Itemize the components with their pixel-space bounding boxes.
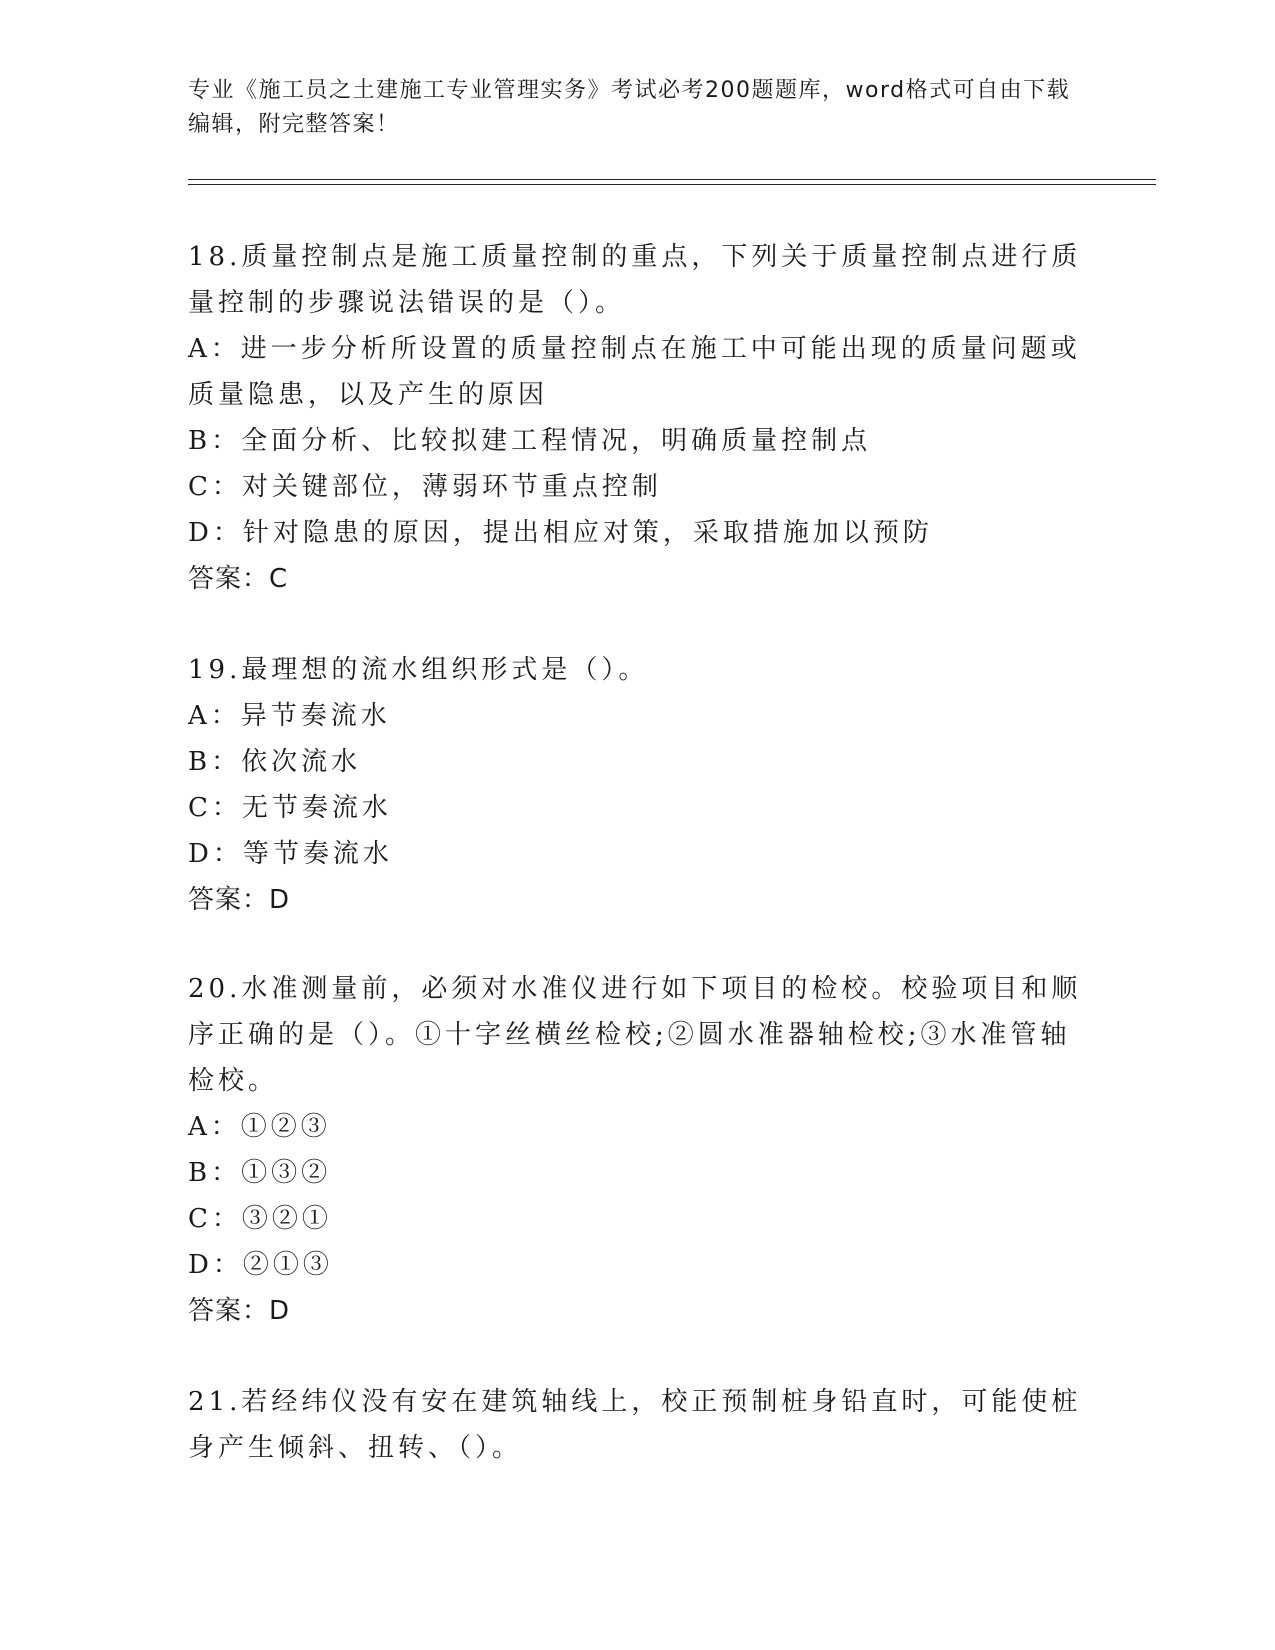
header-divider-bottom — [188, 184, 1156, 185]
question-19 — [188, 647, 1088, 923]
answer: 答案：D — [188, 885, 291, 915]
option-a: A：进一步分析所设置的质量控制点在施工中可能出现的质量问题或质量隐患，以及产生的原因 — [188, 334, 1081, 410]
document-header: 专业《施工员之土建施工专业管理实务》考试必考200题题库，word格式可自由下载编辑，附完整答案！ — [188, 78, 1071, 137]
question-20 — [188, 966, 1088, 1334]
option-b: B：依次流水 — [188, 747, 362, 777]
answer: 答案：C — [188, 564, 289, 594]
header-divider-top — [188, 179, 1156, 180]
option-d: D：②①③ — [188, 1250, 333, 1280]
option-c: C：③②① — [188, 1204, 332, 1234]
option-d: D：等节奏流水 — [188, 839, 393, 869]
question-stem: 18.质量控制点是施工质量控制的重点，下列关于质量控制点进行质量控制的步骤说法错误的是（）。 — [188, 242, 1082, 318]
option-c: C：无节奏流水 — [188, 793, 392, 823]
answer: 答案：D — [188, 1296, 291, 1326]
question-21 — [188, 1379, 1088, 1471]
question-stem: 19.最理想的流水组织形式是（）。 — [188, 655, 649, 685]
question-stem: 20.水准测量前，必须对水准仪进行如下项目的检校。校验项目和顺序正确的是（）。①十字丝横丝检校;②圆水准器轴检校;③水准管轴检校。 — [188, 974, 1082, 1096]
question-stem: 21.若经纬仪没有安在建筑轴线上，校正预制桩身铅直时，可能使桩身产生倾斜、扭转、（）。 — [188, 1387, 1082, 1463]
option-c: C：对关键部位，薄弱环节重点控制 — [188, 472, 662, 502]
question-18 — [188, 234, 1088, 602]
option-d: D：针对隐患的原因，提出相应对策，采取措施加以预防 — [188, 518, 933, 548]
option-b: B：全面分析、比较拟建工程情况，明确质量控制点 — [188, 426, 872, 456]
option-a: A：异节奏流水 — [188, 701, 391, 731]
option-b: B：①③② — [188, 1158, 332, 1188]
option-a: A：①②③ — [188, 1112, 331, 1142]
